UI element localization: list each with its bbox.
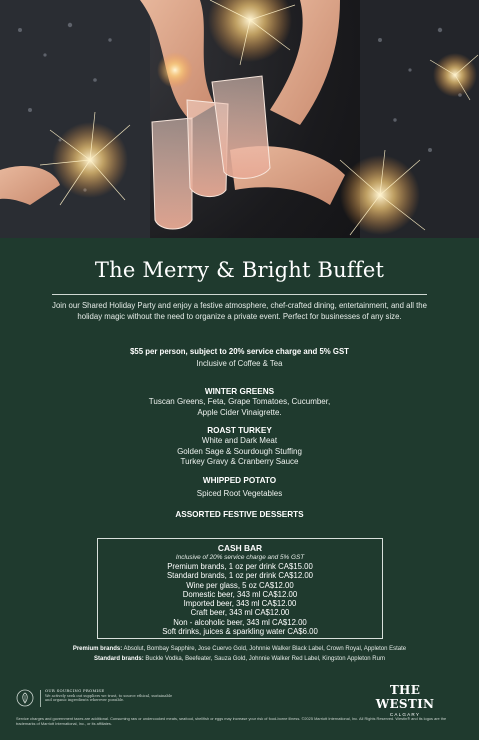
- standard-brands-label: Standard brands:: [94, 656, 144, 662]
- sourcing-promise: [16, 689, 176, 713]
- menu-heading: ASSORTED FESTIVE DESSERTS: [175, 510, 304, 519]
- westin-logo: [360, 683, 450, 717]
- cash-bar-item: Standard brands, 1 oz per drink CA$12.00: [166, 571, 314, 581]
- menu-section-roast-turkey: [0, 425, 479, 468]
- premium-brands-label: Premium brands:: [72, 646, 123, 652]
- premium-brands: [0, 645, 479, 654]
- menu-section-desserts: [0, 509, 479, 520]
- logo-city: CALGARY: [389, 712, 421, 717]
- logo-wordmark: THE WESTIN: [375, 683, 435, 711]
- menu-section-winter-greens: [0, 386, 479, 418]
- cash-bar-item: Wine per glass, 5 oz CA$12.00: [186, 580, 294, 590]
- price-line: $55 per person, subject to 20% service charge and 5% GST: [130, 347, 349, 356]
- menu-line: Turkey Gravy & Cranberry Sauce: [180, 457, 299, 466]
- hero-photo: [0, 0, 479, 238]
- cash-bar-heading: CASH BAR: [217, 543, 263, 553]
- menu-line: Apple Cider Vinaigrette.: [197, 407, 282, 417]
- cash-bar-item: Soft drinks, juices & sparkling water CA$6.00: [162, 627, 318, 637]
- cash-bar-item: Non - alcoholic beer, 343 ml CA$12.00: [173, 617, 307, 627]
- menu-line: Spiced Root Vegetables: [196, 489, 283, 498]
- standard-brands-list: Buckle Vodka, Beefeater, Sauza Gold, Johnnie Walker Red Label, Kingston Appleton Rum: [145, 656, 385, 662]
- sourcing-body: We actively seek out suppliers we trust, to source ethical, sustainable and organic ingredients wherever possible.: [45, 693, 173, 703]
- leaf-seal-icon: [16, 689, 34, 707]
- price-inclusion: Inclusive of Coffee & Tea: [196, 359, 283, 368]
- fine-print: Service charges and government taxes are additional. Consuming raw or undercooked meats, seafood, shellfish or eggs may increase your risk of food-borne illness. ©2025 Marriott International, Inc. All Rights Reserved. Westin® and its logos are the trademarks of Marriott International, Inc., or its affiliates.: [16, 716, 447, 727]
- menu-line: Golden Sage & Sourdough Stuffing: [177, 446, 302, 456]
- celebration-illustration: [0, 0, 479, 238]
- promise-divider: [40, 690, 41, 707]
- cash-bar-note: Inclusive of 20% service charge and 5% GST: [175, 554, 305, 561]
- premium-brands-list: Absolut, Bombay Sapphire, Jose Cuervo Gold, Johnnie Walker Black Label, Crown Royal, Appleton Estate: [123, 646, 407, 652]
- page-title: The Merry & Bright Buffet: [94, 258, 385, 282]
- cash-bar-box: [97, 538, 383, 639]
- title-divider: [52, 294, 427, 295]
- sourcing-heading: OUR SOURCING PROMISE: [45, 688, 105, 693]
- menu-line: Tuscan Greens, Feta, Grape Tomatoes, Cucumber,: [148, 397, 331, 406]
- menu-heading: WHIPPED POTATO: [202, 476, 277, 485]
- menu-heading: WINTER GREENS: [204, 387, 275, 396]
- menu-heading: ROAST TURKEY: [207, 426, 272, 435]
- cash-bar-item: Craft beer, 343 ml CA$12.00: [190, 608, 290, 618]
- intro-text: Join our Shared Holiday Party and enjoy a festive atmosphere, chef-crafted dining, entertainment, and all the holiday magic without the need to organize a private event. Perfect for businesses of any size.: [52, 301, 427, 321]
- sourcing-text: [45, 689, 175, 703]
- cash-bar-item: Premium brands, 1 oz per drink CA$15.00: [167, 562, 313, 571]
- cash-bar-item: Domestic beer, 343 ml CA$12.00: [182, 589, 298, 599]
- cash-bar-item: Imported beer, 343 ml CA$12.00: [183, 599, 297, 609]
- standard-brands: [0, 655, 479, 664]
- menu-line: White and Dark Meat: [201, 436, 278, 445]
- menu-section-whipped-potato: [0, 475, 479, 500]
